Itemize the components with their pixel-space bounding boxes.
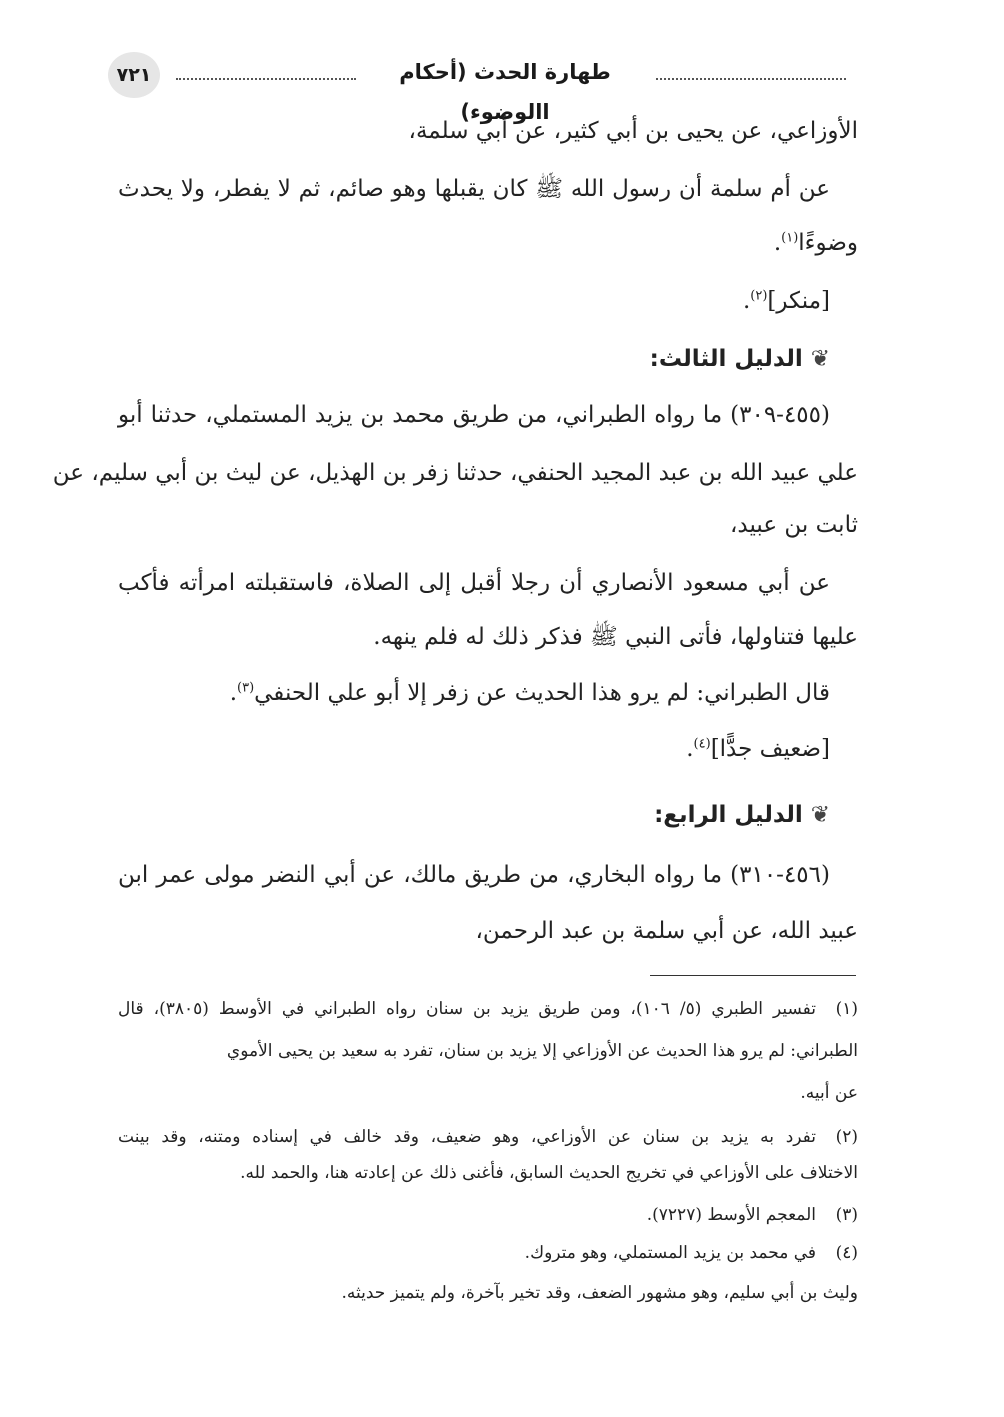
footnote-line: الطبراني: لم يرو هذا الحديث عن الأوزاعي إلا يزيد بن سنان، تفرد به سعيد بن يحيى الأموي (226, 1041, 858, 1061)
hand-pointer-icon: ❦ (810, 802, 830, 828)
footnote-text: المعجم الأوسط (٧٢٢٧). (646, 1205, 816, 1225)
section-heading-text: الدليل الرابع: (654, 802, 803, 828)
footnote-number: (٣) (835, 1205, 858, 1225)
footnote-line (118, 1200, 858, 1230)
grading-line: [منكر]$^{(٢)}$. (742, 288, 830, 314)
footnote-ref: (١) (781, 230, 799, 246)
hand-pointer-icon: ❦ (810, 346, 830, 372)
section-heading-text: الدليل الثالث: (649, 346, 803, 372)
grading-line: [ضعيف جدًّا]$^{(٤)}$. (686, 736, 830, 762)
text-line: عليها فتناولها، فأتى النبي ﷺ فذكر ذلك له فلم ينهه. (373, 624, 858, 650)
text-line: وضوءًا$^{(١)}$. (773, 230, 858, 256)
chapter-title: طهارة الحدث (أحكام االوضوء) (399, 60, 611, 124)
hadith-grading: [ضعيف جدًّا] (710, 736, 830, 762)
text-line: ثابت بن عبيد، (729, 512, 858, 538)
footnote-ref: (٢) (750, 288, 768, 304)
header-dotted-leader-right (656, 64, 846, 80)
footnote-text: تفرد به يزيد بن سنان عن الأوزاعي، وهو ضعيف، وقد خالف في إسناده ومتنه، وقد بينت (118, 1127, 816, 1147)
text-line: (٤٥٦-٣١٠) ما رواه البخاري، من طريق مالك، عن أبي النضر مولى عمر ابن (118, 862, 830, 888)
footnote-ref: (٣) (237, 680, 255, 696)
text-line: عن أم سلمة أن رسول الله ﷺ كان يقبلها وهو صائم، ثم لا يفطر، ولا يحدث (118, 176, 830, 202)
footnote-text: تفسير الطبري (٥/ ١٠٦)، ومن طريق يزيد بن سنان رواه الطبراني في الأوسط (٣٨٠٥)، قال (118, 999, 816, 1019)
footnote-line (118, 1122, 858, 1152)
footnote-line: الاختلاف على الأوزاعي في تخريج الحديث السابق، فأغنى ذلك عن إعادته هنا، والحمد لله. (240, 1163, 858, 1183)
text-line: علي عبيد الله بن عبد المجيد الحنفي، حدثنا زفر بن الهذيل، عن ليث بن أبي سليم، عن (52, 460, 858, 486)
hadith-grading: [منكر] (767, 288, 830, 314)
footnote-line: عن أبيه. (800, 1083, 858, 1103)
footnote-line: وليث بن أبي سليم، وهو مشهور الضعف، وقد تخير بآخرة، ولم يتميز حديثه. (341, 1283, 858, 1303)
text-line: عبيد الله، عن أبي سلمة بن عبد الرحمن، (475, 918, 858, 944)
text-segment: وضوءًا (798, 230, 858, 256)
header-dotted-leader-left (176, 64, 356, 80)
section-heading (118, 796, 858, 834)
text-line: عن أبي مسعود الأنصاري أن رجلا أقبل إلى الصلاة، فاستقبلته امرأته فأكب (118, 570, 830, 596)
text-line: قال الطبراني: لم يرو هذا الحديث عن زفر إلا أبو علي الحنفي$^{(٣)}$. (229, 680, 830, 706)
text-line: الأوزاعي، عن يحيى بن أبي كثير، عن أبي سلمة، (408, 118, 858, 144)
footnote-number: (١) (835, 999, 858, 1019)
footnote-divider (650, 975, 856, 976)
text-line: (٤٥٥-٣٠٩) ما رواه الطبراني، من طريق محمد بن يزيد المستملي، حدثنا أبو (118, 402, 830, 428)
footnote-ref: (٤) (693, 736, 711, 752)
footnote-number: (٢) (835, 1127, 858, 1147)
text-segment: قال الطبراني: لم يرو هذا الحديث عن زفر إلا أبو علي الحنفي (254, 680, 830, 706)
running-header (108, 52, 856, 124)
footnote-line (118, 994, 858, 1024)
section-heading (118, 340, 858, 378)
footnote-line (118, 1238, 858, 1268)
page-number: ٧٢١ (108, 52, 160, 98)
footnote-text: في محمد بن يزيد المستملي، وهو متروك. (524, 1243, 816, 1263)
footnote-number: (٤) (835, 1243, 858, 1263)
